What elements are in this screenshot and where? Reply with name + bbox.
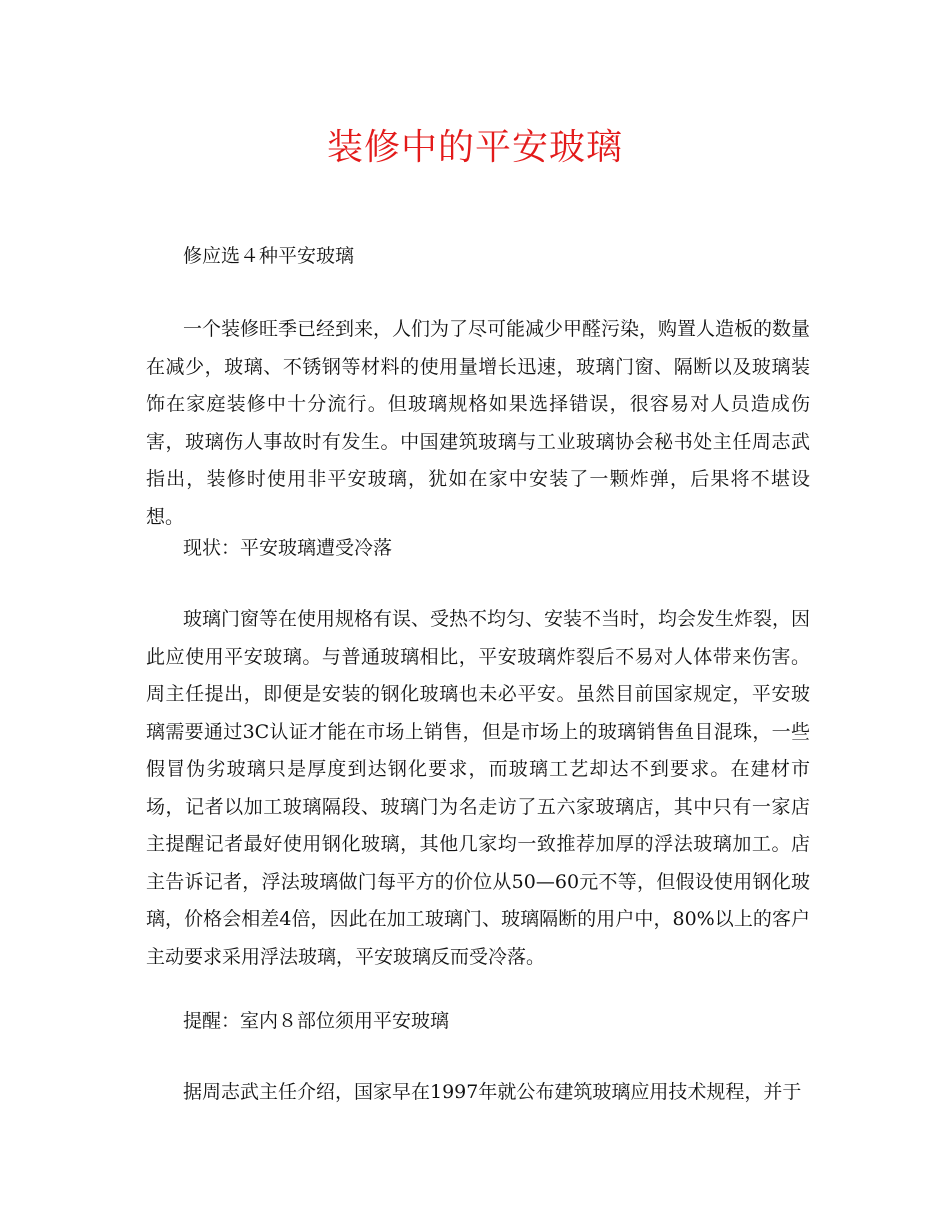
section-paragraph-3: 据周志武主任介绍，国家早在1997年就公布建筑玻璃应用技术规程，并于: [183, 1081, 802, 1103]
document-title: 装修中的平安玻璃: [326, 127, 623, 168]
section-paragraph-1: 一个装修旺季已经到来，人们为了尽可能减少甲醛污染，购置人造板的数量在减少，玻璃、不锈钢等材料的使用量增长迅速，玻璃门窗、隔断以及玻璃装饰在家庭装修中十分流行。但玻璃规格如果选择错误，很容易对人员造成伤害，玻璃伤人事故时有发生。中国建筑玻璃与工业玻璃协会秘书处主任周志武指出，装修时使用非平安玻璃，犹如在家中安装了一颗炸弹，后果将不堪设想。: [146, 318, 811, 528]
section-paragraph-2: 玻璃门窗等在使用规格有误、受热不均匀、安装不当时，均会发生炸裂，因此应使用平安玻璃。与普通玻璃相比，平安玻璃炸裂后不易对人体带来伤害。周主任提出，即便是安装的钢化玻璃也未必平安。虽然目前国家规定，平安玻璃需要通过3C认证才能在市场上销售，但是市场上的玻璃销售鱼目混珠，一些假冒伪劣玻璃只是厚度到达钢化要求，而玻璃工艺却达不到要求。在建材市场，记者以加工玻璃隔段、玻璃门为名走访了五六家玻璃店，其中只有一家店主提醒记者最好使用钢化玻璃，其他几家均一致推荐加厚的浮法玻璃加工。店主告诉记者，浮法玻璃做门每平方的价位从50—60元不等，但假设使用钢化玻璃，价格会相差4倍，因此在加工玻璃门、玻璃隔断的用户中，80%以上的客户主动要求采用浮法玻璃，平安玻璃反而受冷落。: [146, 608, 811, 968]
section-heading-1: 修应选４种平安玻璃: [183, 245, 355, 267]
section-heading-3: 提醒：室内８部位须用平安玻璃: [183, 1010, 450, 1032]
section-heading-2: 现状：平安玻璃遭受冷落: [183, 537, 393, 559]
